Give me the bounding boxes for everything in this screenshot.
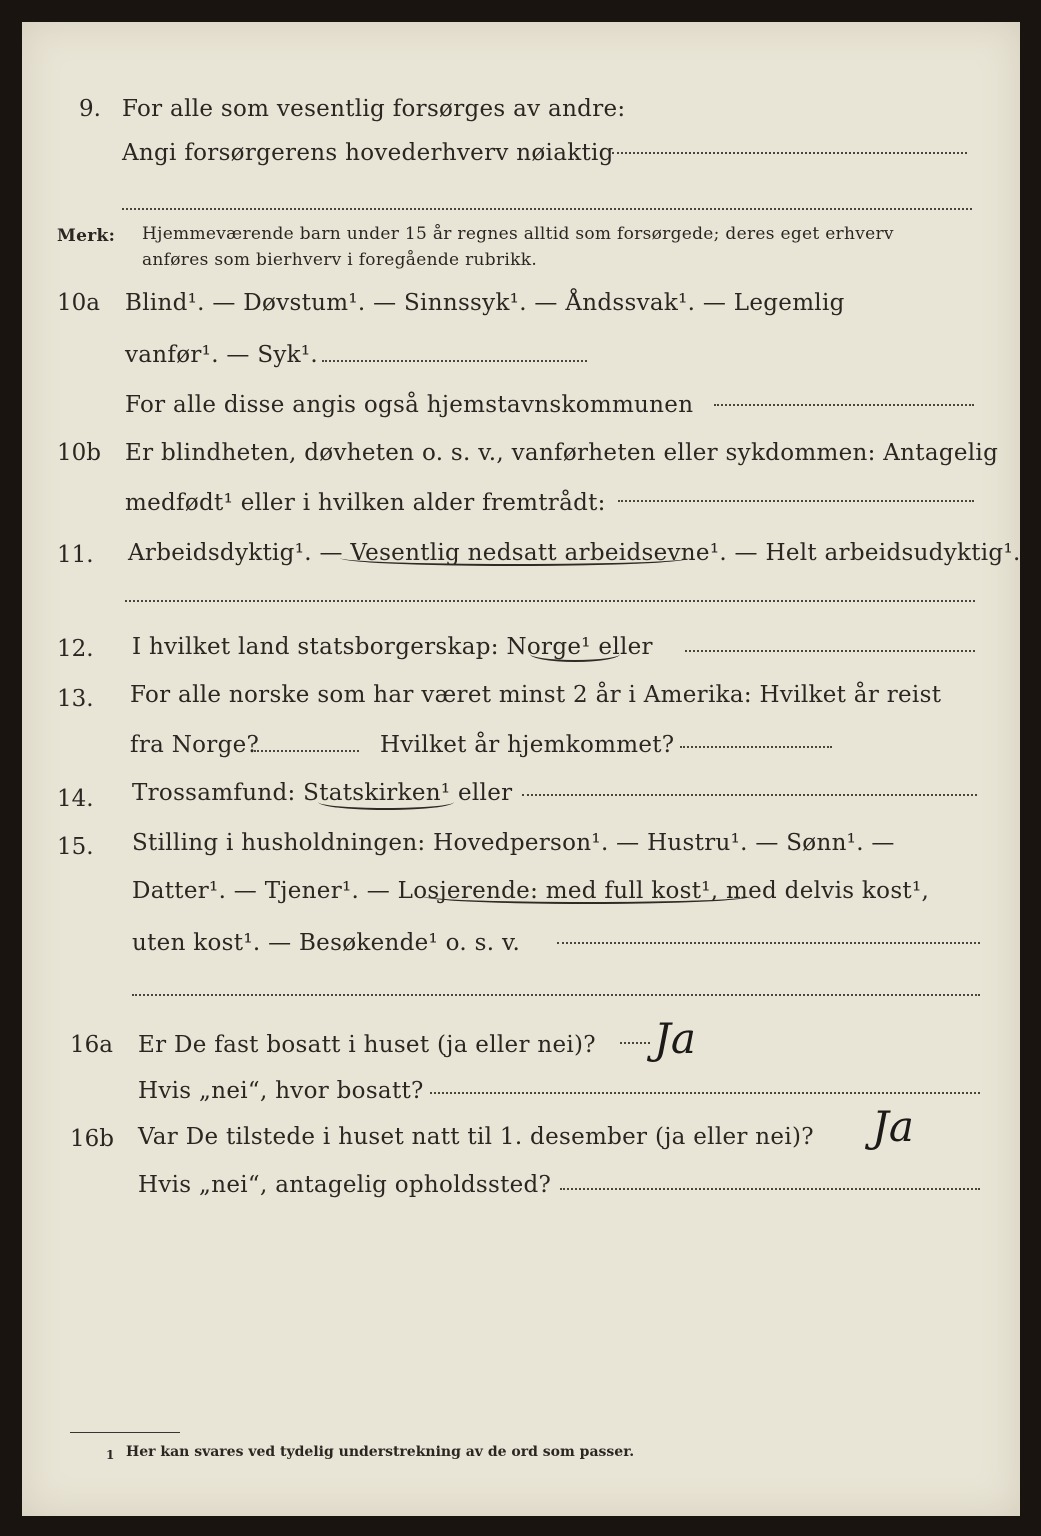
q14-answer-line: [522, 794, 977, 796]
q14-option-statskirken: Statskirken: [303, 780, 441, 806]
q14-question: Trossamfund: Statskirken¹ eller: [132, 780, 513, 806]
q13-question-year-left: fra Norge?: [130, 732, 260, 758]
q11-option-unfit: ¹. — Helt arbeidsudyktig¹.: [709, 540, 1021, 566]
q9-question-line2: Angi forsørgerens hovederhverv nøiaktig: [122, 140, 614, 166]
q16b-question: Var De tilstede i huset natt til 1. desember (ja eller nei)?: [138, 1124, 814, 1150]
q10b-question-line2: medfødt¹ eller i hvilken alder fremtrådt:: [125, 490, 606, 516]
census-form-page: [22, 22, 1020, 1516]
q16a-number: 16a: [70, 1032, 113, 1058]
q15-question: Stilling i husholdningen: Hovedperson¹. — Hustru¹. — Sønn¹. —: [132, 830, 895, 856]
q11-option-fit: Arbeidsdyktig¹. —: [128, 540, 351, 566]
q15-answer-line-2: [132, 994, 980, 996]
footnote-marker: 1: [106, 1448, 115, 1462]
q12-number: 12.: [57, 636, 94, 662]
q13-answer-line-return: [680, 746, 832, 748]
q14-underline-mark: [318, 802, 454, 810]
q16b-question-line2: Hvis „nei“, antagelig opholdssted?: [138, 1172, 552, 1198]
q16a-question-line2: Hvis „nei“, hvor bosatt?: [138, 1078, 424, 1104]
q9-answer-line-2: [122, 208, 972, 210]
footnote-rule: [70, 1432, 180, 1433]
q12-option-norge: Norge: [506, 634, 582, 660]
q13-question: For alle norske som har været minst 2 år i Amerika: Hvilket år reist: [130, 682, 942, 708]
q15-question-line2: Datter¹. — Tjener¹. — Losjerende: med full kost¹, med delvis kost¹,: [132, 878, 930, 904]
q13-number: 13.: [57, 686, 94, 712]
q9-number: 9.: [79, 96, 101, 122]
q11-number: 11.: [57, 542, 94, 568]
q10a-question-line2: vanfør¹. — Syk¹.: [125, 342, 319, 368]
q11-option-reduced: Vesentlig nedsatt arbeidsevne: [350, 540, 710, 566]
merk-label: Merk:: [57, 226, 116, 246]
q16b-number: 16b: [70, 1126, 114, 1152]
q12-answer-line: [685, 650, 975, 652]
q10a-answer-line-2: [714, 404, 974, 406]
q10b-question: Er blindheten, døvheten o. s. v., vanførheten eller sykdommen: Antagelig: [125, 440, 999, 466]
q16a-question: Er De fast bosatt i huset (ja eller nei)?: [138, 1032, 596, 1058]
footnote-text: Her kan svares ved tydelig understrekning av de ord som passer.: [126, 1444, 635, 1460]
q10a-answer-line: [322, 360, 587, 362]
q12-underline-mark: [530, 654, 620, 662]
q16b-handwritten-answer: Ja: [872, 1102, 914, 1151]
q10a-question: Blind¹. — Døvstum¹. — Sinnssyk¹. — Åndssvak¹. — Legemlig: [125, 290, 845, 316]
q16a-answer-line: [620, 1042, 650, 1044]
q10a-number: 10a: [57, 290, 100, 316]
q16a-answer-line-2: [430, 1092, 980, 1094]
merk-note-line2: anføres som bierhverv i foregående rubrikk.: [142, 250, 538, 270]
q16a-handwritten-answer: Ja: [654, 1014, 696, 1063]
q9-answer-line: [612, 152, 967, 154]
q9-question: For alle som vesentlig forsørges av andre:: [122, 96, 626, 122]
q15-number: 15.: [57, 834, 94, 860]
q13-question-year-return: Hvilket år hjemkommet?: [380, 732, 675, 758]
q11-answer-line: [125, 600, 975, 602]
q15-option-losjerende-full-kost: Losjerende: med full kost: [397, 878, 702, 904]
q10b-number: 10b: [57, 440, 101, 466]
merk-note: Hjemmeværende barn under 15 år regnes alltid som forsørgede; deres eget erhverv: [142, 224, 894, 244]
q16b-answer-line: [560, 1188, 980, 1190]
q15-question-line3: uten kost¹. — Besøkende¹ o. s. v.: [132, 930, 521, 956]
q14-number: 14.: [57, 786, 94, 812]
q10b-answer-line: [618, 500, 974, 502]
q15-answer-line: [557, 942, 980, 944]
q10a-question-line3: For alle disse angis også hjemstavnskommunen: [125, 392, 694, 418]
q13-answer-line-left: [254, 750, 359, 752]
q12-question: I hvilket land statsborgerskap: Norge¹ eller: [132, 634, 653, 660]
